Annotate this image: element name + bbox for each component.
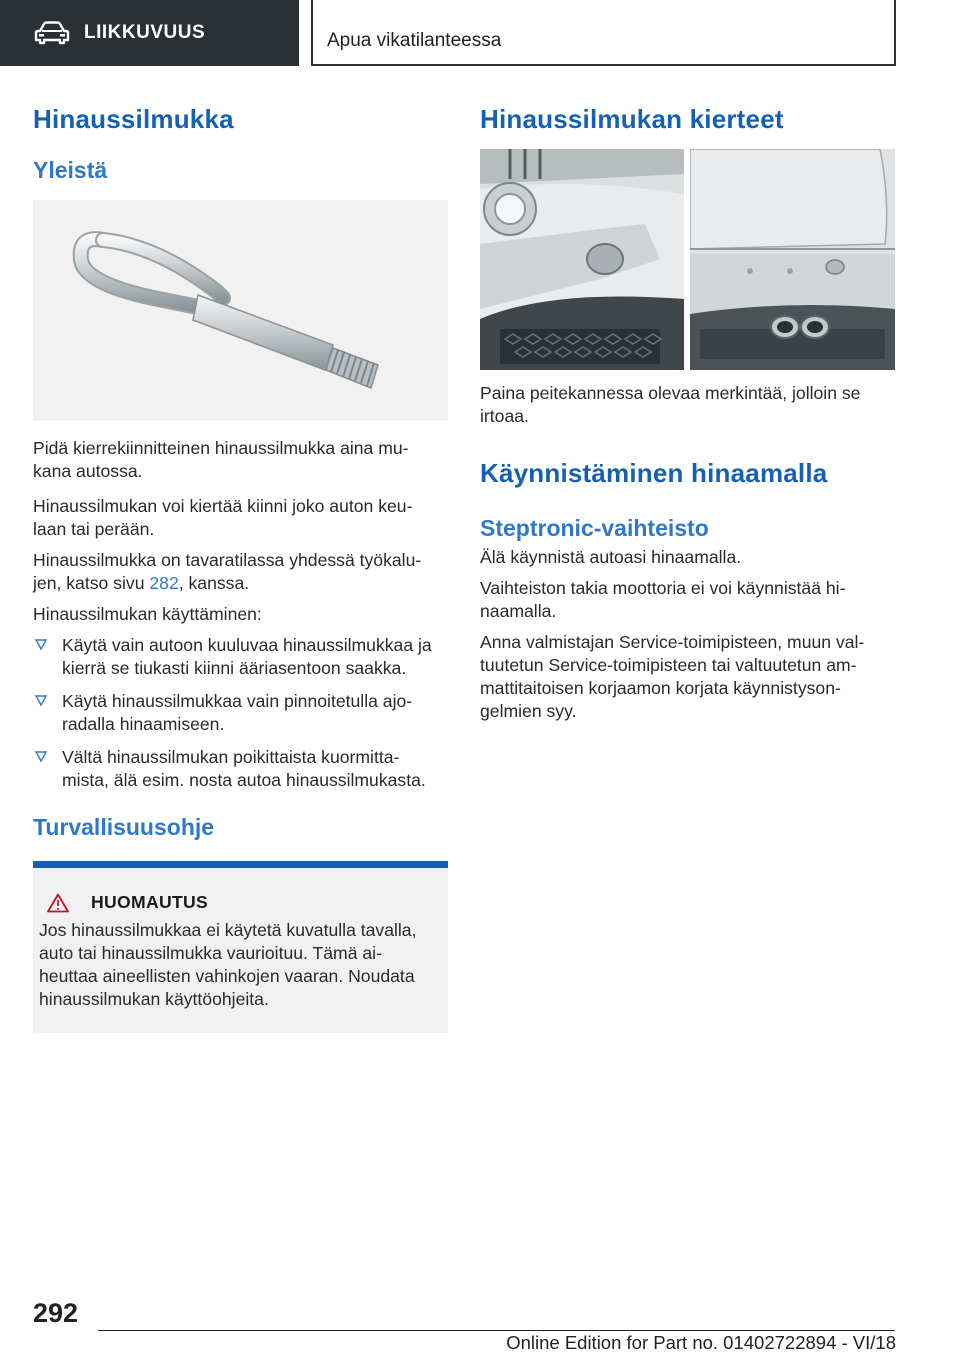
- list-item: [33, 634, 448, 680]
- section-title-threads: Hinaussilmukan kierteet: [480, 104, 784, 134]
- warning-triangle-icon: [47, 893, 69, 913]
- list-item: [33, 746, 448, 792]
- triangle-bullet-icon: [34, 749, 48, 763]
- page-number: 292: [33, 1298, 79, 1328]
- list-item-text: Käytä vain autoon kuuluvaa hinaussilmukkaa ja kierrä se tiukasti kiinni ääriasentoon saakka.: [62, 635, 432, 678]
- safety-title: Turvallisuusohje: [33, 814, 215, 840]
- notice-header: [39, 892, 442, 913]
- section-title-towing-eye: Hinaussilmukka: [33, 104, 234, 134]
- rear-bumper-image: [690, 149, 895, 370]
- storage-text: Hinaussilmukka on tavaratilassa yhdessä työkalu- jen, katso sivu: [33, 550, 422, 593]
- footer-divider: [98, 1330, 895, 1331]
- paragraph-do-not-tow-start: Älä käynnistä autoasi hinaamalla.: [480, 547, 742, 567]
- chapter-label: Apua vikatilanteessa: [327, 30, 502, 51]
- paragraph-service: Anna valmistajan Service-toimipisteen, muun val- tuutetun Service-toimipisteen tai valtuutetun am- mattitaitoisen korjaamon korjata käynnistyson- gelmien syy.: [480, 632, 865, 721]
- car-icon: [34, 21, 70, 45]
- edition-text: Online Edition for Part no. 01402722894 - VI/18: [506, 1332, 896, 1353]
- list-item-text: Vältä hinaussilmukan poikittaista kuormitta- mista, älä esim. nosta autoa hinaussilmukasta.: [62, 747, 426, 790]
- subsection-title-steptronic: Steptronic-vaihteisto: [480, 515, 709, 541]
- subsection-title-general: Yleistä: [33, 157, 108, 183]
- left-column: [33, 100, 448, 1033]
- section-label: LIIKKUVUUS: [84, 22, 206, 43]
- paragraph-attach-front-rear: Hinaussilmukan voi kiertää kiinni joko auton keu- laan tai perään.: [33, 496, 413, 539]
- notice-text: Jos hinaussilmukkaa ei käytetä kuvatulla tavalla, auto tai hinaussilmukka vaurioituu. Tämä ai- heuttaa aineellisten vahinkojen vaaran. Noudata hinaussilmukan käyttöohjeita.: [39, 920, 417, 1009]
- list-item: [33, 690, 448, 736]
- usage-list: [33, 634, 448, 792]
- list-item-text: Käytä hinaussilmukkaa vain pinnoitetulla ajo- radalla hinaamiseen.: [62, 691, 413, 734]
- page-reference-link[interactable]: 282: [149, 573, 179, 593]
- towing-eye-image: [33, 200, 448, 421]
- usage-label: Hinaussilmukan käyttäminen:: [33, 604, 262, 624]
- paragraph-keep-in-car: Pidä kierrekiinnitteinen hinaussilmukka aina mu- kana autossa.: [33, 438, 409, 481]
- notice-box: [33, 861, 448, 1033]
- triangle-bullet-icon: [34, 637, 48, 651]
- paragraph-storage: [33, 549, 448, 595]
- chapter-header: [311, 0, 896, 66]
- header-section-tab: [0, 0, 299, 66]
- right-column: [480, 100, 895, 723]
- paragraph-press-cover: Paina peitekannessa olevaa merkintää, jolloin se irtoaa.: [480, 383, 861, 426]
- paragraph-transmission: Vaihteiston takia moottoria ei voi käynnistää hi- naamalla.: [480, 578, 846, 621]
- triangle-bullet-icon: [34, 693, 48, 707]
- front-bumper-image: [480, 149, 684, 370]
- storage-text-end: , kanssa.: [178, 573, 250, 593]
- thread-location-image: [480, 149, 895, 370]
- section-title-tow-start: Käynnistäminen hinaamalla: [480, 458, 828, 488]
- notice-heading: HUOMAUTUS: [91, 892, 209, 912]
